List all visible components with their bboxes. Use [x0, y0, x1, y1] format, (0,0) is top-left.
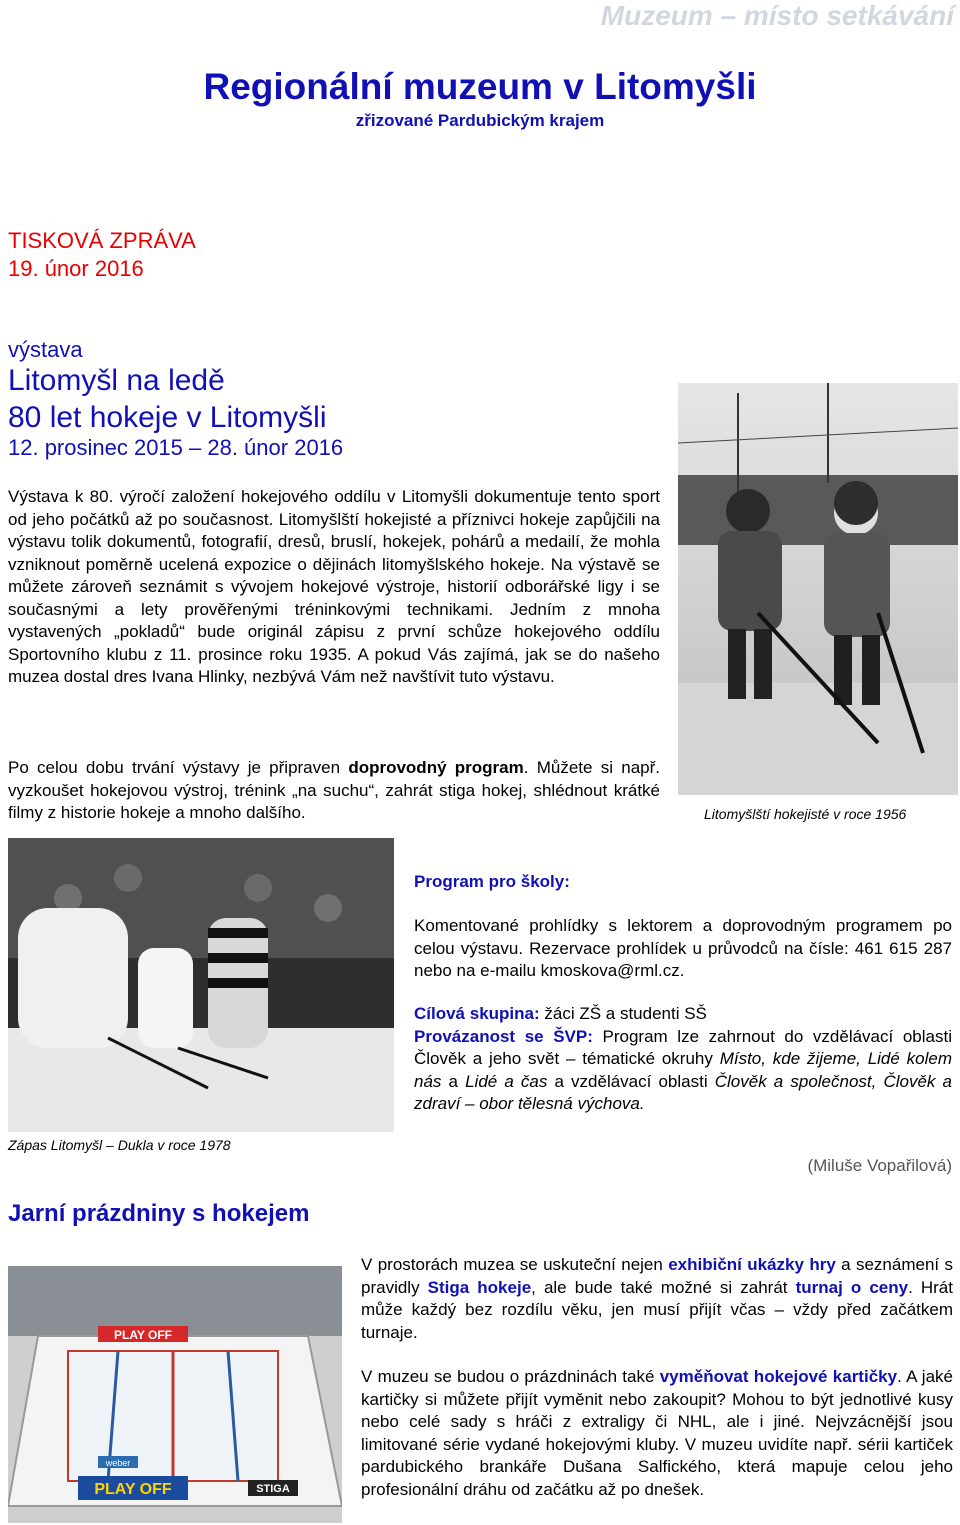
spring-paragraph-2: V muzeu se budou o prázdninách také vyměňovat hokejové kartičky. A jaké kartičky si můžete přijít vyměnit nebo zakoupit? Mohou to být jednotlivé kusy nebo celé sady s hráči z extraligy či NHL, ale i jiné. Nejvzácnější jsou limitované série vydané hokejovými kluby. V muzeu uvidíte např. sérii kartiček pardubického brankáře Dušana Salfického, která mapuje celou jeho profesionální dráhu od začátku až po dnešek. — [361, 1367, 953, 1499]
match-illustration — [8, 838, 394, 1132]
play-off-top-text: PLAY OFF — [113, 1328, 173, 1342]
cards-text — [361, 1366, 953, 1501]
motto: Muzeum – místo setkávání — [600, 0, 954, 31]
players-illustration — [678, 383, 958, 795]
target-group: Cílová skupina: žáci ZŠ a studenti SŠ — [414, 1004, 707, 1023]
players-photo-caption: Litomyšlští hokejisté v roce 1956 — [704, 806, 907, 822]
play-off-bottom-text: PLAY OFF — [94, 1481, 172, 1498]
schools-heading: Program pro školy: — [414, 872, 570, 891]
stiga-logo-text: STIGA — [256, 1483, 290, 1495]
stiga-game-photo — [8, 1266, 342, 1523]
stiga-board-illustration — [8, 1266, 342, 1523]
spring-text — [361, 1254, 953, 1344]
intro-paragraph: Výstava k 80. výročí založení hokejového oddílu v Litomyšli dokumentuje tento sport od jeho počátků až po současnost. Litomyšlští hokejisté a příznivci hokeje zapůjčili na výstavu tolik dokumentů, fotografií, dresů, bruslí, hokejek, pohárů a medailí, že mohla vzniknout poměrně ucelená expozice o dějinách litomyšlského hokeje. Na výstavě se můžete zároveň seznámit s vývojem hokejové výstroje, historií odborářské ligy i se současnými a lety prověřenými tréninkovými technikami. Jedním z mnoha vystavených „pokladů“ bude originál zápisu z první schůze hokejového oddílu Sportovního klubu z 11. prosince roku 1935. A pokud Vás zajímá, jak se do našeho muzea dostal dres Ivana Hlinky, nezbývá Vám než navštívit tuto výstavu. — [8, 487, 660, 686]
press-release-label: TISKOVÁ ZPRÁVA — [8, 228, 196, 253]
program-paragraph: Po celou dobu trvání výstavy je připraven doprovodný program. Můžete si např. vyzkoušet hokejovou výstroj, trénink „na suchu“, zahrát stiga hokej, shlédnout krátké filmy z historie hokeje a mnoho dalšího. — [8, 758, 660, 822]
svp-link: Provázanost se ŠVP: Program lze zahrnout do vzdělávací oblasti Člověk a jeho svět – tématické okruhy Místo, kde žijeme, Lidé kolem nás a Lidé a čas a vzdělávací oblasti Člověk a společnost, Člověk a zdraví – obor tělesná výchova. — [414, 1026, 953, 1113]
exhibition-name: Litomyšl na ledě — [8, 364, 225, 397]
intro-text — [8, 486, 660, 689]
museum-subtitle: zřizované Pardubickým krajem — [355, 111, 605, 130]
spring-heading: Jarní prázdniny s hokejem — [8, 1200, 310, 1227]
press-release-date: 19. únor 2016 — [8, 256, 144, 281]
exhibition-type: výstava — [8, 337, 83, 362]
program-text — [8, 757, 660, 825]
spring-paragraph-1: V prostorách muzea se uskuteční nejen exhibiční ukázky hry a seznámení s pravidly Stiga hokeje, ale bude také možné si zahrát turnaj o ceny. Hrát může každý bez rozdílu věku, jen musí přijít včas – vždy před začátkem turnaje. — [361, 1255, 953, 1342]
schools-paragraph: Komentované prohlídky s lektorem a doprovodným programem po celou výstavu. Rezervace prohlídek u průvodců na čísle: 461 615 287 nebo na e-mailu kmoskova@rml.cz. — [414, 916, 952, 980]
author: (Miluše Vopařilová) — [807, 1156, 952, 1175]
match-photo-caption: Zápas Litomyšl – Dukla v roce 1978 — [8, 1137, 231, 1153]
players-1956-photo — [678, 383, 958, 795]
match-1978-photo — [8, 838, 394, 1132]
schools-details — [414, 1003, 952, 1116]
schools-text — [414, 915, 952, 983]
exhibition-dates: 12. prosinec 2015 – 28. únor 2016 — [8, 435, 344, 460]
weber-logo-text: weber — [105, 1458, 131, 1468]
museum-title: Regionální muzeum v Litomyšli — [203, 66, 757, 107]
exhibition-subtitle: 80 let hokeje v Litomyšli — [8, 401, 327, 434]
